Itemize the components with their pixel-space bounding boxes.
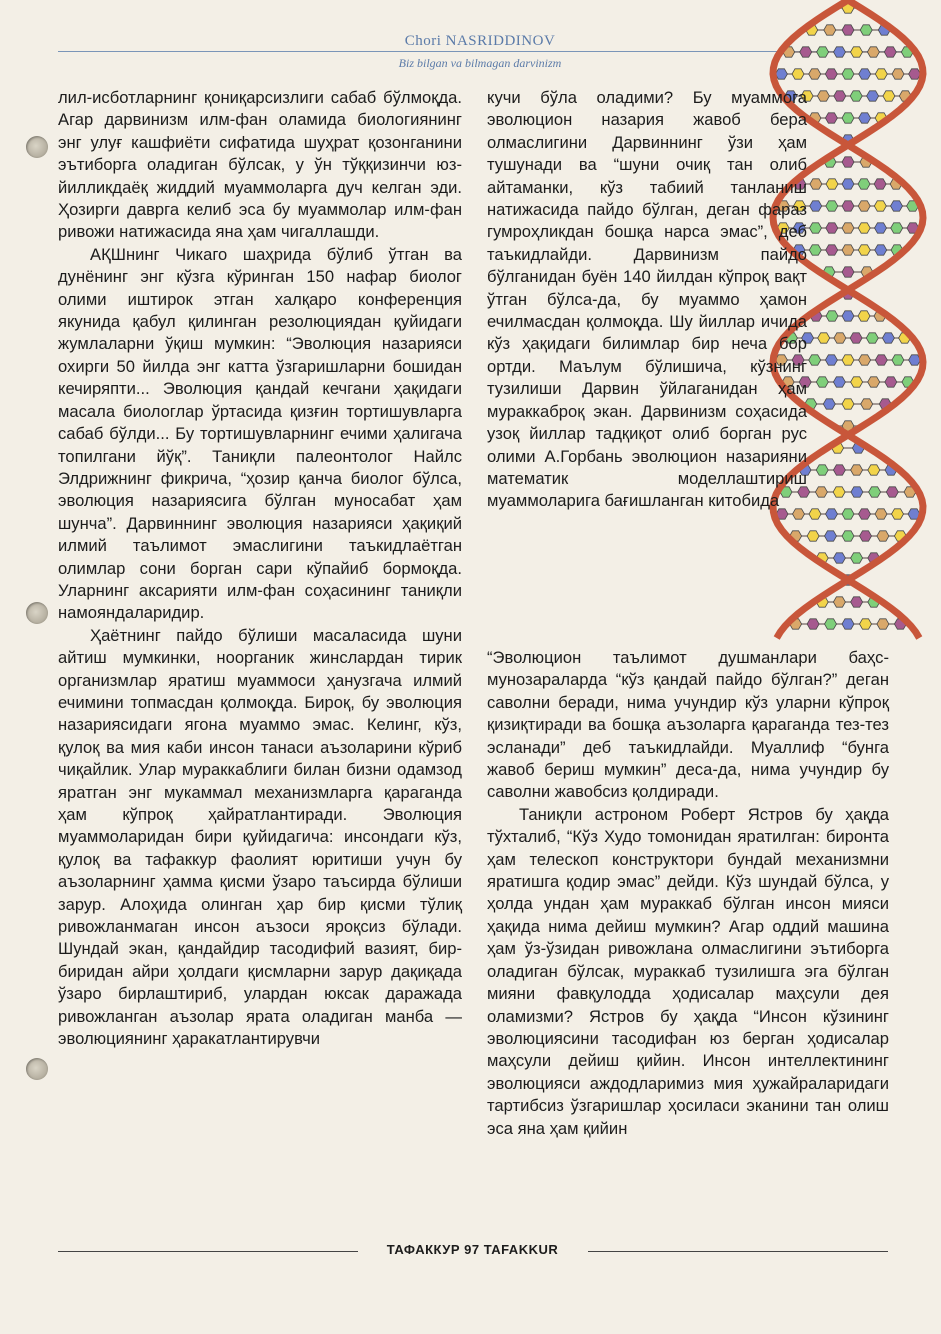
base-pair-hexagon bbox=[817, 91, 829, 101]
base-pair-hexagon bbox=[842, 113, 854, 123]
author-first-name: Chori bbox=[404, 33, 442, 49]
paragraph: АҚШнинг Чикаго шаҳрида бўлиб ўтган ва дунёнинг энг кўзга кўринган 150 нафар биолог олими иштирок этган халқаро конференция якунида қабул қилинган резолюциядан қуйидаги жумлаларни ўқиш мумкин: “Эволюция назарияси охирги 50 йилда энг катта ўзгаришларни бошидан кечиряпти... Эволюция қандай кечгани ҳақидаги масала биологлар ўртасида қизғин тортишувларга сабаб бўлди... Бу тортишувларнинг ечими ҳалигача топилгани йўқ”. Таниқли палеонтолог Найлс Элдрижнинг фикрича, “ҳозир қанча биолог бўлса, эволюция назариясига бўлган муносабат ҳам шунча”. Дарвиннинг эволюция назарияси ҳақиқий илмий таълимот эмаслигини таъкидлаётган олимлар сони борган сари кўпайиб бормоқда. Уларнинг аксарияти илм-фан соҳасининг таниқли намояндаларидир. bbox=[58, 244, 462, 623]
base-pair-hexagon bbox=[833, 465, 845, 475]
base-pair-hexagon bbox=[877, 531, 889, 541]
base-pair-hexagon bbox=[869, 487, 881, 497]
base-pair-hexagon bbox=[826, 179, 838, 189]
base-pair-hexagon bbox=[909, 69, 921, 79]
base-pair-hexagon bbox=[877, 619, 889, 629]
base-pair-hexagon bbox=[858, 201, 870, 211]
base-pair-hexagon bbox=[842, 509, 854, 519]
base-pair-hexagon bbox=[826, 201, 838, 211]
base-pair-hexagon bbox=[809, 355, 821, 365]
base-pair-hexagon bbox=[825, 355, 837, 365]
base-pair-hexagon bbox=[810, 223, 822, 233]
paragraph: “Эволюцион таълимот душманлари баҳс-мунозараларда “кўз қандай пайдо бўлган?” деган саволни беради, нима учундир кўз уларни кўпроқ қизиқтиради ва бошқа аъзоларга қараганда тез-тез эсланади” деб таъкидлайди. Муаллиф “бунга жавоб бериш мумкин” деса-да, нима учундир бу саволни жавобсиз қолдиради. bbox=[487, 648, 889, 802]
base-pair-hexagon bbox=[826, 311, 838, 321]
base-pair-hexagon bbox=[850, 91, 862, 101]
base-pair-hexagon bbox=[825, 69, 837, 79]
base-pair-hexagon bbox=[833, 597, 845, 607]
base-pair-hexagon bbox=[775, 69, 787, 79]
base-pair-hexagon bbox=[842, 399, 854, 409]
base-pair-hexagon bbox=[851, 465, 863, 475]
base-pair-hexagon bbox=[875, 223, 887, 233]
base-pair-hexagon bbox=[834, 333, 846, 343]
base-pair-hexagon bbox=[826, 223, 838, 233]
base-pair-hexagon bbox=[891, 201, 903, 211]
right-column-top bbox=[487, 87, 807, 513]
base-pair-hexagon bbox=[825, 113, 837, 123]
base-pair-hexagon bbox=[892, 355, 904, 365]
base-pair-hexagon bbox=[882, 333, 894, 343]
base-pair-hexagon bbox=[833, 487, 845, 497]
base-pair-hexagon bbox=[860, 619, 872, 629]
base-pair-hexagon bbox=[891, 223, 903, 233]
base-pair-hexagon bbox=[842, 201, 854, 211]
base-pair-hexagon bbox=[858, 311, 870, 321]
base-pair-hexagon bbox=[826, 245, 838, 255]
base-pair-hexagon bbox=[858, 245, 870, 255]
base-pair-hexagon bbox=[809, 245, 821, 255]
base-pair-hexagon bbox=[868, 377, 880, 387]
base-pair-hexagon bbox=[816, 465, 828, 475]
binder-hole bbox=[26, 1058, 48, 1080]
base-pair-hexagon bbox=[842, 25, 854, 35]
base-pair-hexagon bbox=[817, 47, 829, 57]
base-pair-hexagon bbox=[842, 311, 854, 321]
base-pair-hexagon bbox=[842, 157, 854, 167]
right-column-bottom bbox=[487, 647, 889, 1140]
base-pair-hexagon bbox=[815, 487, 827, 497]
base-pair-hexagon bbox=[874, 201, 886, 211]
footer-rule-right bbox=[588, 1251, 888, 1252]
base-pair-hexagon bbox=[875, 69, 887, 79]
base-pair-hexagon bbox=[825, 531, 837, 541]
base-pair-hexagon bbox=[810, 179, 822, 189]
author-last-name: NASRIDDINOV bbox=[445, 33, 556, 49]
base-pair-hexagon bbox=[833, 553, 845, 563]
base-pair-hexagon bbox=[792, 69, 804, 79]
base-pair-hexagon bbox=[861, 399, 873, 409]
base-pair-hexagon bbox=[875, 355, 887, 365]
base-pair-hexagon bbox=[875, 509, 887, 519]
base-pair-hexagon bbox=[866, 333, 878, 343]
base-pair-hexagon bbox=[818, 333, 830, 343]
base-pair-hexagon bbox=[858, 179, 870, 189]
base-pair-hexagon bbox=[824, 25, 836, 35]
base-pair-hexagon bbox=[809, 69, 821, 79]
base-pair-hexagon bbox=[860, 25, 872, 35]
base-pair-hexagon bbox=[859, 113, 871, 123]
base-pair-hexagon bbox=[867, 47, 879, 57]
paragraph: Ҳаётнинг пайдо бўлиши масаласида шуни айтиш мумкинки, ноорганик жинслардан тирик организмлар яратиш муаммоси ҳанузгача илмий ечимини топмасдан қолмоқда. Бироқ, бу эволюция назариясидаги ягона муаммо эмас. Келинг, кўз, қулоқ ва мия каби инсон танаси аъзоларини кўриб чиқайлик. Улар мураккаблиги билан бизни одамзод яратган энг мукаммал механизмларга қараганда ҳам кўпроқ ҳайратлантиради. Эволюция муаммоларидан бири қуйидагича: инсондаги кўз, қулоқ ва тафаккур фаолият юритиши учун бу аъзоларнинг ҳамма қисми ўзаро таъсирда бўлиши зарур. Алоҳида олинган ҳар бир қисми тўлиқ ривожланмаган инсон аъзоси яроқсиз бўлади. Шундай экан, қандайдир тасодифий вазият, бир-биридан айри ҳолдаги қисмларни зарур дақиқада ўзаро бирлаштириб, улардан юксак даражада ривожланган аъзолар ярата оладиган манба — эволюциянинг ҳаракатлантирувчи bbox=[58, 625, 462, 1049]
base-pair-hexagon bbox=[860, 531, 872, 541]
base-pair-hexagon bbox=[851, 487, 863, 497]
header-author bbox=[330, 33, 630, 50]
base-pair-hexagon bbox=[885, 377, 897, 387]
base-pair-hexagon bbox=[883, 91, 895, 101]
base-pair-hexagon bbox=[833, 377, 845, 387]
paragraph: лил-исботларнинг қониқарсизлиги сабаб бўлмоқда. Агар дарвинизм илм-фан оламида биологиянинг энг улуғ кашфиёти сифатида шуҳрат қозонганини эътиборга оладиган бўлсак, у ўн тўққизинчи юз-йилликдаёқ жиддий муаммоларга дуч келган эди. Ҳозирги даврга келиб эса бу муаммолар илм-фан ривожи натижасида яна ҳам чигаллашди. bbox=[58, 88, 462, 242]
base-pair-hexagon bbox=[884, 47, 896, 57]
base-pair-hexagon bbox=[842, 245, 854, 255]
base-pair-hexagon bbox=[892, 69, 904, 79]
base-pair-hexagon bbox=[859, 355, 871, 365]
base-pair-hexagon bbox=[859, 509, 871, 519]
base-pair-hexagon bbox=[851, 597, 863, 607]
base-pair-hexagon bbox=[842, 179, 854, 189]
base-pair-hexagon bbox=[842, 69, 854, 79]
base-pair-hexagon bbox=[826, 509, 838, 519]
paragraph: Таниқли астроном Роберт Ястров бу ҳақда тўхталиб, “Кўз Худо томонидан яратилган: биронта ҳам телескоп конструктори бундай механизмни яратишга қодир эмас” дейди. Кўз шундай бўлса, у ҳолда ундан ҳам мураккаб бўлган инсон мияси ҳақида нима дейиш мумкин? Агар оддий машина ҳам ўз-ўзидан ривожлана олмаслигини эътиборга оладиган бўлсак, мураккаб тузилишга эга бўлган мияни фавқулодда ҳодисалар маҳсули дея оламизми? Ястров бу ҳақда “Инсон кўзининг эволюциясини тасодифан юз берган ҳодисалар маҳсули дейиш қийин. Инсон интеллектининг эволюцияси аждодларимиз мия ҳужайраларидаги тартибсиз ўзгаришлар ҳосиласи эканини тан олиш эса яна ҳам қийин bbox=[487, 804, 889, 1138]
base-pair-hexagon bbox=[834, 47, 846, 57]
base-pair-hexagon bbox=[842, 267, 854, 277]
binder-hole bbox=[26, 136, 48, 158]
base-pair-hexagon bbox=[816, 377, 828, 387]
paragraph: кучи бўла оладими? Бу муаммога эволюцион назария жавоб бера олмаслигини Дарвиннинг ўзи ҳам тушунади ва “шуни очиқ тан олиб айтаманки, кўз табиий танланиш натижасида пайдо бўлган, деган фараз гумроҳликдан бошқа нарса эмас”, деб таъкидлайди. Дарвинизм пайдо бўлганидан буён 140 йилдан кўпроқ вақт ўтган бўлса-да, бу муаммо ҳамон ечилмасдан қолмоқда. Шу йиллар ичида кўз ҳақидаги билимлар бир неча бор ортди. Маълум бўлишича, кўзнинг тузилиши Дарвин ўйлаганидан ҳам мураккаброқ экан. Дарвинизм соҳасида узоқ йиллар тадқиқот олиб борган рус олими А.Горбань эволюцион назарияни математик моделлаштириш муаммоларига бағишланган китобида bbox=[487, 88, 807, 511]
base-pair-hexagon bbox=[810, 201, 822, 211]
base-pair-hexagon bbox=[842, 619, 854, 629]
base-pair-hexagon bbox=[807, 531, 819, 541]
base-pair-hexagon bbox=[892, 509, 904, 519]
base-pair-hexagon bbox=[800, 47, 812, 57]
base-pair-hexagon bbox=[825, 619, 837, 629]
base-pair-hexagon bbox=[886, 487, 898, 497]
left-column bbox=[58, 87, 462, 1050]
base-pair-hexagon bbox=[859, 69, 871, 79]
base-pair-hexagon bbox=[842, 531, 854, 541]
footer-page-number: ТАФАККУР 97 TAFAKKUR bbox=[386, 1242, 559, 1257]
header-subtitle: Biz bilgan va bilmagan darvinizm bbox=[398, 56, 562, 70]
base-pair-hexagon bbox=[834, 91, 846, 101]
base-pair-hexagon bbox=[868, 465, 880, 475]
base-pair-hexagon bbox=[809, 509, 821, 519]
base-pair-hexagon bbox=[867, 91, 879, 101]
base-pair-hexagon bbox=[842, 223, 854, 233]
base-pair-hexagon bbox=[874, 179, 886, 189]
base-pair-hexagon bbox=[850, 333, 862, 343]
base-pair-hexagon bbox=[851, 377, 863, 387]
base-pair-hexagon bbox=[807, 619, 819, 629]
footer-rule-left bbox=[58, 1251, 358, 1252]
binder-hole bbox=[26, 602, 48, 624]
base-pair-hexagon bbox=[851, 47, 863, 57]
base-pair-hexagon bbox=[823, 399, 835, 409]
base-pair-hexagon bbox=[842, 355, 854, 365]
base-pair-hexagon bbox=[851, 553, 863, 563]
base-pair-hexagon bbox=[875, 245, 887, 255]
base-pair-hexagon bbox=[858, 223, 870, 233]
